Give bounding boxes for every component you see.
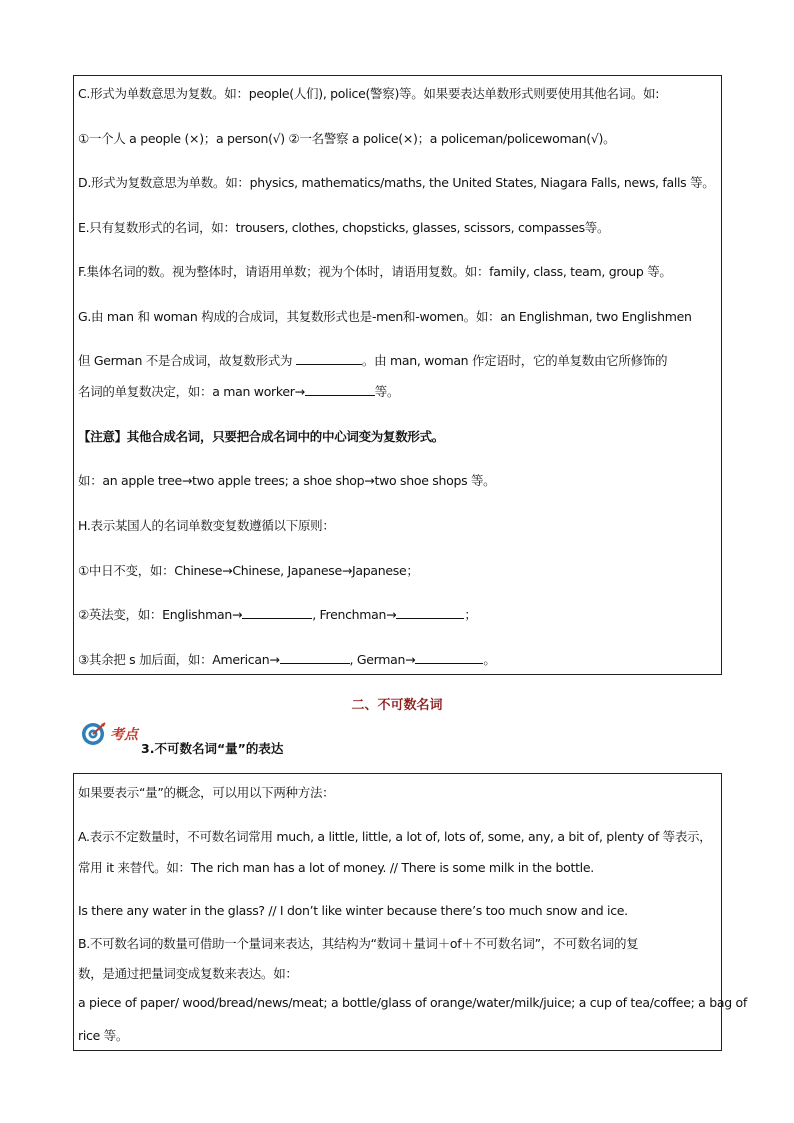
- rule-h3-mid: , German→: [349, 652, 416, 667]
- rule-g-continued: [78, 351, 717, 369]
- answer-blank[interactable]: [415, 653, 483, 664]
- rule-g2-text-end: 。由 man, woman 作定语时，它的单复数由它所修饰的: [361, 353, 668, 368]
- answer-blank[interactable]: [305, 385, 375, 396]
- rule-g3-text-end: 等。: [374, 384, 400, 399]
- note-example: 如：an apple tree→two apple trees; a shoe shop→two shoe shops 等。: [78, 473, 496, 488]
- badge-label: 考点: [110, 727, 138, 743]
- rule-h3-end: 。: [483, 652, 496, 667]
- rule-h2-mid: , Frenchman→: [312, 607, 397, 622]
- answer-blank[interactable]: [396, 608, 464, 619]
- intro: 如果要表示“量”的概念，可以用以下两种方法：: [78, 785, 335, 800]
- exam-point-badge: [80, 721, 150, 747]
- rule-g2-text: 但 German 不是合成词，故复数形式为: [78, 353, 296, 368]
- method-b: B.不可数名词的数量可借助一个量词来表达，其结构为“数词＋量词＋of＋不可数名词”，不可数名词的复: [78, 936, 639, 951]
- method-b-4: rice 等。: [78, 1028, 129, 1043]
- method-b-2: 数，是通过把量词变成复数来表达。如：: [78, 966, 298, 981]
- rule-g: G.由 man 和 woman 构成的合成词，其复数形式也是-men和-women。如：an Englishman, two Englishmen: [78, 309, 692, 324]
- rule-g3-text: 名词的单复数决定，如：a man worker→: [78, 384, 305, 399]
- answer-blank[interactable]: [296, 354, 362, 365]
- rule-e: E.只有复数形式的名词，如：trousers, clothes, chopsticks, glasses, scissors, compasses等。: [78, 220, 610, 235]
- answer-blank[interactable]: [280, 653, 350, 664]
- method-a-3: Is there any water in the glass? // I don’t like winter because there’s too much snow and ice.: [78, 903, 628, 918]
- section-title: 二、不可数名词: [351, 698, 443, 713]
- method-b-3: a piece of paper/ wood/bread/news/meat; a bottle/glass of orange/water/milk/juice; a cup of tea/coffee; a bag of: [78, 995, 747, 1010]
- target-icon: [80, 721, 110, 747]
- rule-h3-text: ③其余把 s 加后面，如：American→: [78, 652, 280, 667]
- rule-d: D.形式为复数意思为单数。如：physics, mathematics/maths, the United States, Niagara Falls, news, falls 等。: [78, 175, 715, 190]
- rule-f: F.集体名词的数。视为整体时，请语用单数；视为个体时，请语用复数。如：family, class, team, group 等。: [78, 264, 672, 279]
- rule-h-2: [78, 605, 717, 623]
- rule-h-1: ①中日不变，如：Chinese→Chinese, Japanese→Japanese；: [78, 563, 419, 578]
- rule-c-examples: ①一个人 a people (×)；a person(√) ②一名警察 a police(×)；a policeman/policewoman(√)。: [78, 131, 616, 146]
- answer-blank[interactable]: [242, 608, 312, 619]
- rule-g-continued-2: [78, 382, 717, 400]
- rule-h2-end: ；: [464, 607, 477, 622]
- method-a-2: 常用 it 来替代。如：The rich man has a lot of money. // There is some milk in the bottle.: [78, 860, 594, 875]
- rule-h-3: [78, 650, 717, 668]
- rule-c: C.形式为单数意思为复数。如：people(人们), police(警察)等。如果要表达单数形式则要使用其他名词。如:: [78, 86, 660, 101]
- method-a: A.表示不定数量时，不可数名词常用 much, a little, little, a lot of, lots of, some, any, a bit of, plenty of 等表示，: [78, 829, 712, 844]
- quantity-box: [73, 773, 747, 1051]
- point-title: 3.不可数名词“量”的表达: [141, 741, 284, 756]
- note: 【注意】其他合成名词，只要把合成名词中的中心词变为复数形式。: [78, 429, 445, 444]
- rule-h2-text: ②英法变，如：Englishman→: [78, 607, 243, 622]
- rule-h: H.表示某国人的名词单数变复数遵循以下原则：: [78, 518, 335, 533]
- rules-box: [73, 75, 722, 675]
